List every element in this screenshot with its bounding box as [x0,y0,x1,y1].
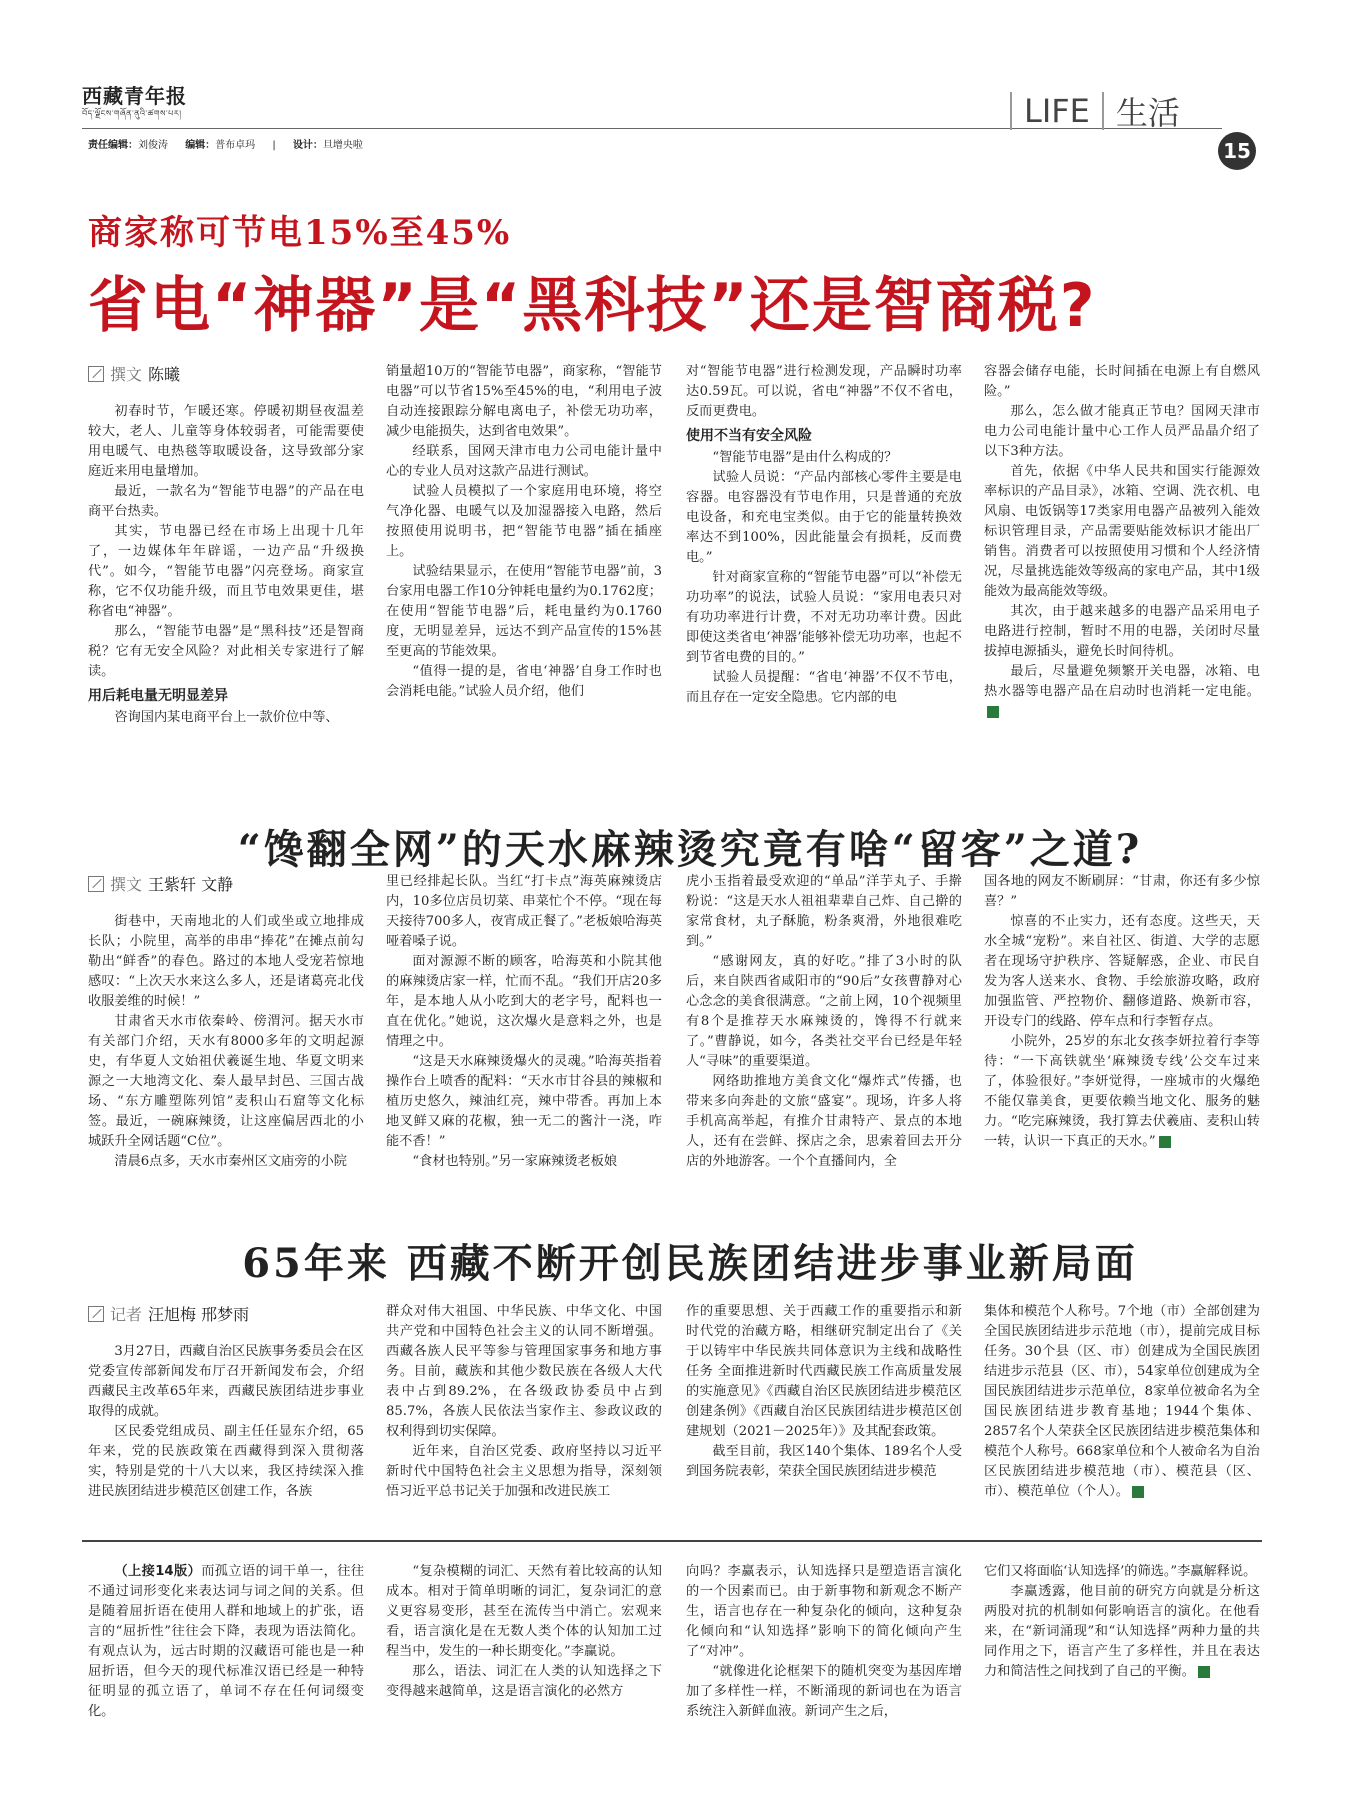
article1-column-3 [686,362,962,708]
credit-name-design: 旦增央啦 [322,140,363,151]
paragraph: “智能节电器”是由什么构成的？ [712,450,898,465]
credit-label-editor: 责任编辑： [88,140,138,151]
article3-headline: 65年来 西藏不断开创民族团结进步事业新局面 [242,1240,1138,1287]
article2-headline: “馋翻全网”的天水麻辣烫究竟有啥“留客”之道? [237,826,1143,873]
paragraph: 作的重要思想、关于西藏工作的重要指示和新时代党的治藏方略，相继研究制定出台了《关于以铸牢中华民族共同体意识为主线和战略性任务 全面推进新时代西藏民族工作高质量发展的实施意见》《西藏自治区民族团结进步模范区创建条例》《西藏自治区民族团结进步模范区创建规划（2021－2025年）》及其配套政策。 [686,1304,962,1439]
byline-name: 汪旭梅 邢梦雨 [148,1305,250,1324]
paragraph-text: 最后，尽量避免频繁开关电器，冰箱、电热水器等电器产品在启动时也消耗一定电能。 [984,664,1260,699]
paragraph: 初春时节，乍暖还寒。停暖初期昼夜温差较大，老人、儿童等身体较弱者，可能需要使用电暖气、电热毯等取暖设备，这导致部分家庭近来用电量增加。 [88,404,364,479]
byline-role: 记者 [110,1305,143,1324]
paragraph: 试验人员说：“产品内部核心零件主要是电容器。电容器没有节电作用，只是普通的充放电设备，和充电宝类似。由于它的能量转换效率达不到100%，因此能量会有损耗，反而费电。” [686,470,962,565]
section-en: LIFE [1024,92,1090,130]
paragraph-text: 而孤立语的词干单一，往往不通过词形变化来表达词与词之间的关系。但是随着屈折语在使用人群和地域上的扩张，语言的“屈折性”往往会下降，表现为语法简化。有观点认为，远古时期的汉藏语可能也是一种屈折语，但今天的现代标准汉语已经是一种特征明显的孤立语了，单词不存在任何词缀变化。 [88,1564,365,1719]
paragraph-text: 李赢透露，他目前的研究方向就是分析这两股对抗的机制如何影响语言的演化。在他看来，在“新词涌现”和“认知选择”两种力量的共同作用之下，语言产生了多样性，并且在表达力和简洁性之间找到了自己的平衡。 [984,1584,1260,1679]
byline-name: 王紫轩 文静 [148,875,234,894]
paragraph: 截至目前，我区140个集体、189名个人受到国务院表彰，荣获全国民族团结进步模范 [686,1444,962,1479]
end-mark-icon [1198,1666,1210,1678]
article2-column-2 [386,872,662,1172]
credit-label-design: 设计： [292,140,323,151]
paragraph: 针对商家宣称的“智能节电器”可以“补偿无功功率”的说法，试验人员说：“家用电表只对有功功率进行计费，不对无功功率计费。因此即使这类省电‘神器’能够补偿无功功率，也起不到节省电费的目的。” [686,570,962,665]
article1-headline: 省电“神器”是“黑科技”还是智商税? [88,271,1097,341]
credit-name-editor: 刘俊涛 [138,140,168,151]
paragraph: 3月27日，西藏自治区民族事务委员会在区党委宣传部新闻发布厅召开新闻发布会，介绍西藏民主改革65年来，西藏民族团结进步事业取得的成就。 [88,1344,364,1419]
paragraph: “食材也特别。”另一家麻辣烫老板娘 [412,1154,618,1169]
byline-role: 撰文 [110,365,143,384]
section-divider-rule [82,1540,1262,1542]
paragraph: 甘肃省天水市依秦岭、傍渭河。据天水市有关部门介绍，天水有8000多年的文明起源史，有华夏人文始祖伏羲诞生地、华夏文明来源之一大地湾文化、秦人最早封邑、三国古战场、“东方雕塑陈列馆”麦积山石窟等文化标签。最近，一碗麻辣烫，让这座偏居西北的小城跃升全网话题“C位”。 [88,1014,364,1149]
paragraph: “值得一提的是，省电‘神器’自身工作时也会消耗电能。”试验人员介绍，他们 [386,664,662,699]
paragraph: 其实，节电器已经在市场上出现十几年了，一边媒体年年辟谣，一边产品“升级换代”。如今，“智能节电器”闪亮登场。商家宣称，它不仅功能升级，而且节电效果更佳，堪称省电“神器”。 [88,524,364,619]
paragraph: 清晨6点多，天水市秦州区文庙旁的小院 [114,1154,347,1169]
paragraph: 最近，一款名为“智能节电器”的产品在电商平台热卖。 [88,484,364,519]
paragraph: 那么，“智能节电器”是“黑科技”还是智商税？它有无安全风险？对此相关专家进行了解读。 [88,624,364,679]
credit-name-editor2: 普布卓玛 [215,140,256,151]
paragraph: 试验结果显示，在使用“智能节电器”前，3台家用电器工作10分钟耗电量约为0.1762度；在使用“智能节电器”后，耗电量约为0.1760度，无明显差异，远达不到产品宣传的15%甚至更高的节能效果。 [386,564,662,659]
article2-byline [88,872,233,895]
paragraph: 对“智能节电器”进行检测发现，产品瞬时功率达0.59瓦。可以说，省电“神器”不仅不省电，反而更费电。 [686,364,962,419]
subheading: 用后耗电量无明显差异 [88,688,228,704]
byline-name: 陈曦 [148,365,181,384]
paragraph: “复杂模糊的词汇、天然有着比较高的认知成本。相对于简单明晰的词汇，复杂词汇的意义更容易变形，甚至在流传当中消亡。宏观来看，语言演化是在无数人类个体的认知加工过程当中，发生的一种长期变化。”李赢说。 [386,1564,662,1659]
article1-column-4 [984,362,1260,722]
article4-column-4 [984,1562,1260,1682]
credit-separator: | [272,140,276,151]
paragraph [984,662,1260,722]
paragraph: 街巷中，天南地北的人们或坐或立地排成长队；小院里，高举的串串“捧花”在摊点前勾勒出“鲜香”的春色。路过的本地人受宠若惊地感叹：“上次天水来这么多人，还是诸葛亮北伐收服姜维的时候！” [88,914,364,1009]
paragraph: 那么，语法、词汇在人类的认知选择之下变得越来越简单，这是语言演化的必然方 [386,1664,662,1699]
section-divider [1102,92,1104,130]
article4-column-1 [88,1562,364,1722]
end-mark-icon [1159,1136,1171,1148]
article3-byline [88,1302,249,1325]
paragraph: 它们又将面临‘认知选择’的筛选。”李赢解释说。 [984,1564,1257,1579]
paragraph: 销量超10万的“智能节电器”，商家称，“智能节电器”可以节省15%至45%的电，“利用电子波自动连接跟踪分解电离电子，补偿无功功率，减少电能损失，达到省电效果”。 [386,364,662,439]
paragraph-text: 小院外，25岁的东北女孩李妍拉着行李等待：“一下高铁就坐‘麻辣烫专线’公交车过来了，体验很好。”李妍觉得，一座城市的火爆绝不能仅靠美食，更要依赖当地文化、服务的魅力。“吃完麻辣烫，我打算去伏羲庙、麦积山转一转，认识一下真正的天水。” [984,1034,1260,1149]
article1-column-1 [88,402,364,728]
credit-label-editor2: 编辑： [185,140,216,151]
paragraph: 虎小玉指着最受欢迎的“单品”洋芋丸子、手擀粉说：“这是天水人祖祖辈辈自己炸、自己擀的家常食材，丸子酥脆，粉条爽滑，外地很难吃到。” [686,874,962,949]
paragraph: 面对源源不断的顾客，哈海英和小院其他的麻辣烫店家一样，忙而不乱。“我们开店20多年，是本地人从小吃到大的老字号，配料也一直在优化。”她说，这次爆火是意料之外，也是情理之中。 [386,954,662,1049]
article1-byline [88,362,180,385]
article3-column-2 [386,1302,662,1502]
paragraph [984,1302,1260,1502]
section-divider [1010,92,1012,130]
article2-column-3 [686,872,962,1172]
paragraph: 向吗？李赢表示，认知选择只是塑造语言演化的一个因素而已。由于新事物和新观念不断产生，语言也存在一种复杂化的倾向，这种复杂化倾向和“认知选择”影响下的简化倾向产生了“对冲”。 [686,1564,962,1659]
pen-icon [88,876,104,892]
pen-icon [88,366,104,382]
article1-kicker: 商家称可节电15%至45% [88,213,512,253]
paragraph: 那么，怎么做才能真正节电？国网天津市电力公司电能计量中心工作人员严品晶介绍了以下3种方法。 [984,404,1260,459]
paragraph: “就像进化论框架下的随机突变为基因库增加了多样性一样，不断涌现的新词也在为语言系统注入新鲜血液。新词产生之后， [686,1664,962,1719]
section-header [1010,90,1180,132]
paragraph: 网络助推地方美食文化“爆炸式”传播，也带来多向奔赴的文旅“盛宴”。现场，许多人将手机高高举起，有推介甘肃特产、景点的本地人，还有在尝鲜、探店之余，思索着回去开分店的外地游客。一个个直播间内，全 [686,1074,962,1169]
paragraph: 近年来，自治区党委、政府坚持以习近平新时代中国特色社会主义思想为指导，深刻领悟习近平总书记关于加强和改进民族工 [386,1444,662,1499]
end-mark-icon [1132,1486,1144,1498]
article2-column-4 [984,872,1260,1152]
paragraph: “这是天水麻辣烫爆火的灵魂。”哈海英指着操作台上喷香的配料：“天水市甘谷县的辣椒和植历史悠久，辣油红亮，辣中带香。再加上本地叉鲜又麻的花椒，独一无二的酱汁一浇，咋能不香！” [386,1054,662,1149]
page-number: 15 [1218,132,1256,170]
paragraph: 试验人员模拟了一个家庭用电环境，将空气净化器、电暖气以及加湿器接入电路，然后按照使用说明书，把“智能节电器”插在插座上。 [386,484,662,559]
paragraph: 群众对伟大祖国、中华民族、中华文化、中国共产党和中国特色社会主义的认同不断增强。西藏各族人民平等参与管理国家事务和地方事务。目前，藏族和其他少数民族在各级人大代表中占到89.2%，在各级政协委员中占到85.7%，各族人民依法当家作主、参政议政的权利得到切实保障。 [386,1304,662,1439]
article4-column-3 [686,1562,962,1722]
article3-column-4 [984,1302,1260,1502]
paragraph: 容器会储存电能，长时间插在电源上有自燃风险。” [984,364,1260,399]
paragraph [984,1032,1260,1152]
paragraph: 试验人员提醒：“省电‘神器’不仅不节电，而且存在一定安全隐患。它内部的电 [686,670,962,705]
continued-note: （上接14版） [114,1564,202,1579]
article3-column-3 [686,1302,962,1482]
newspaper-title: 西藏青年报 [82,84,187,108]
paragraph: 其次，由于越来越多的电器产品采用电子电路进行控制，暂时不用的电器，关闭时尽量拔掉电源插头，避免长时间待机。 [984,604,1260,659]
paragraph: 首先，依据《中华人民共和国实行能源效率标识的产品目录》，冰箱、空调、洗衣机、电风扇、电饭锅等17类家用电器产品被列入能效标识管理目录，产品需要贴能效标识才能出厂销售。消费者可以按照使用习惯和个人经济情况，尽量挑选能效等级高的家电产品，其中1级能效为最高能效等级。 [984,464,1260,599]
article4-column-2 [386,1562,662,1702]
paragraph: 区民委党组成员、副主任任显东介绍，65年来，党的民族政策在西藏得到深入贯彻落实，特别是党的十八大以来，我区持续深入推进民族团结进步模范区创建工作，各族 [88,1424,364,1499]
editor-credits [88,136,363,151]
paragraph: 经联系，国网天津市电力公司电能计量中心的专业人员对这款产品进行测试。 [386,444,662,479]
article3-column-1 [88,1342,364,1502]
article1-column-2 [386,362,662,702]
paragraph: 里已经排起长队。当红“打卡点”海英麻辣烫店内，10多位店员切菜、串菜忙个不停。“现在每天接待700多人，夜宵成正餐了。”老板娘哈海英哑着嗓子说。 [386,874,662,949]
paragraph: 国各地的网友不断刷屏：“甘肃，你还有多少惊喜？” [984,874,1260,909]
article2-column-1 [88,912,364,1172]
end-mark-icon [987,706,999,718]
section-zh: 生活 [1115,94,1180,132]
paragraph: “感谢网友，真的好吃。”排了3小时的队后，来自陕西省咸阳市的“90后”女孩曹静对心心念念的美食很满意。“之前上网，10个视频里有8个是推荐天水麻辣烫的，馋得不行就来了。”曹静说，如今，各类社交平台已经是年轻人“寻味”的重要渠道。 [686,954,962,1069]
paragraph: 咨询国内某电商平台上一款价位中等、 [114,710,339,725]
paragraph [88,1562,364,1722]
byline-role: 撰文 [110,875,143,894]
paragraph-text: 集体和模范个人称号。7个地（市）全部创建为全国民族团结进步示范地（市），提前完成目标任务。30个县（区、市）创建成为全国民族团结进步示范县（区、市），54家单位创建成为全国民族团结进步示范单位，8家单位被命名为全国民族团结进步教育基地；1944个集体、2857名个人荣获全区民族团结进步模范集体和模范个人称号。668家单位和个人被命名为自治区民族团结进步模范地（市）、模范县（区、市）、模范单位（个人）。 [984,1304,1260,1499]
paragraph [984,1582,1260,1682]
pen-icon [88,1306,104,1322]
subheading: 使用不当有安全风险 [686,428,812,444]
newspaper-tibetan-title: བོད་ལྗོངས་གཞོན་ནུའི་ཚགས་པར། [82,109,182,118]
paragraph: 惊喜的不止实力，还有态度。这些天，天水全城“宠粉”。来自社区、街道、大学的志愿者在现场守护秩序、答疑解惑，企业、市民自发为客人送来水、食物、手绘旅游攻略，政府加强监管、严控物价、翻修道路、焕新市容，开设专门的线路、停车点和行李暂存点。 [984,914,1260,1029]
